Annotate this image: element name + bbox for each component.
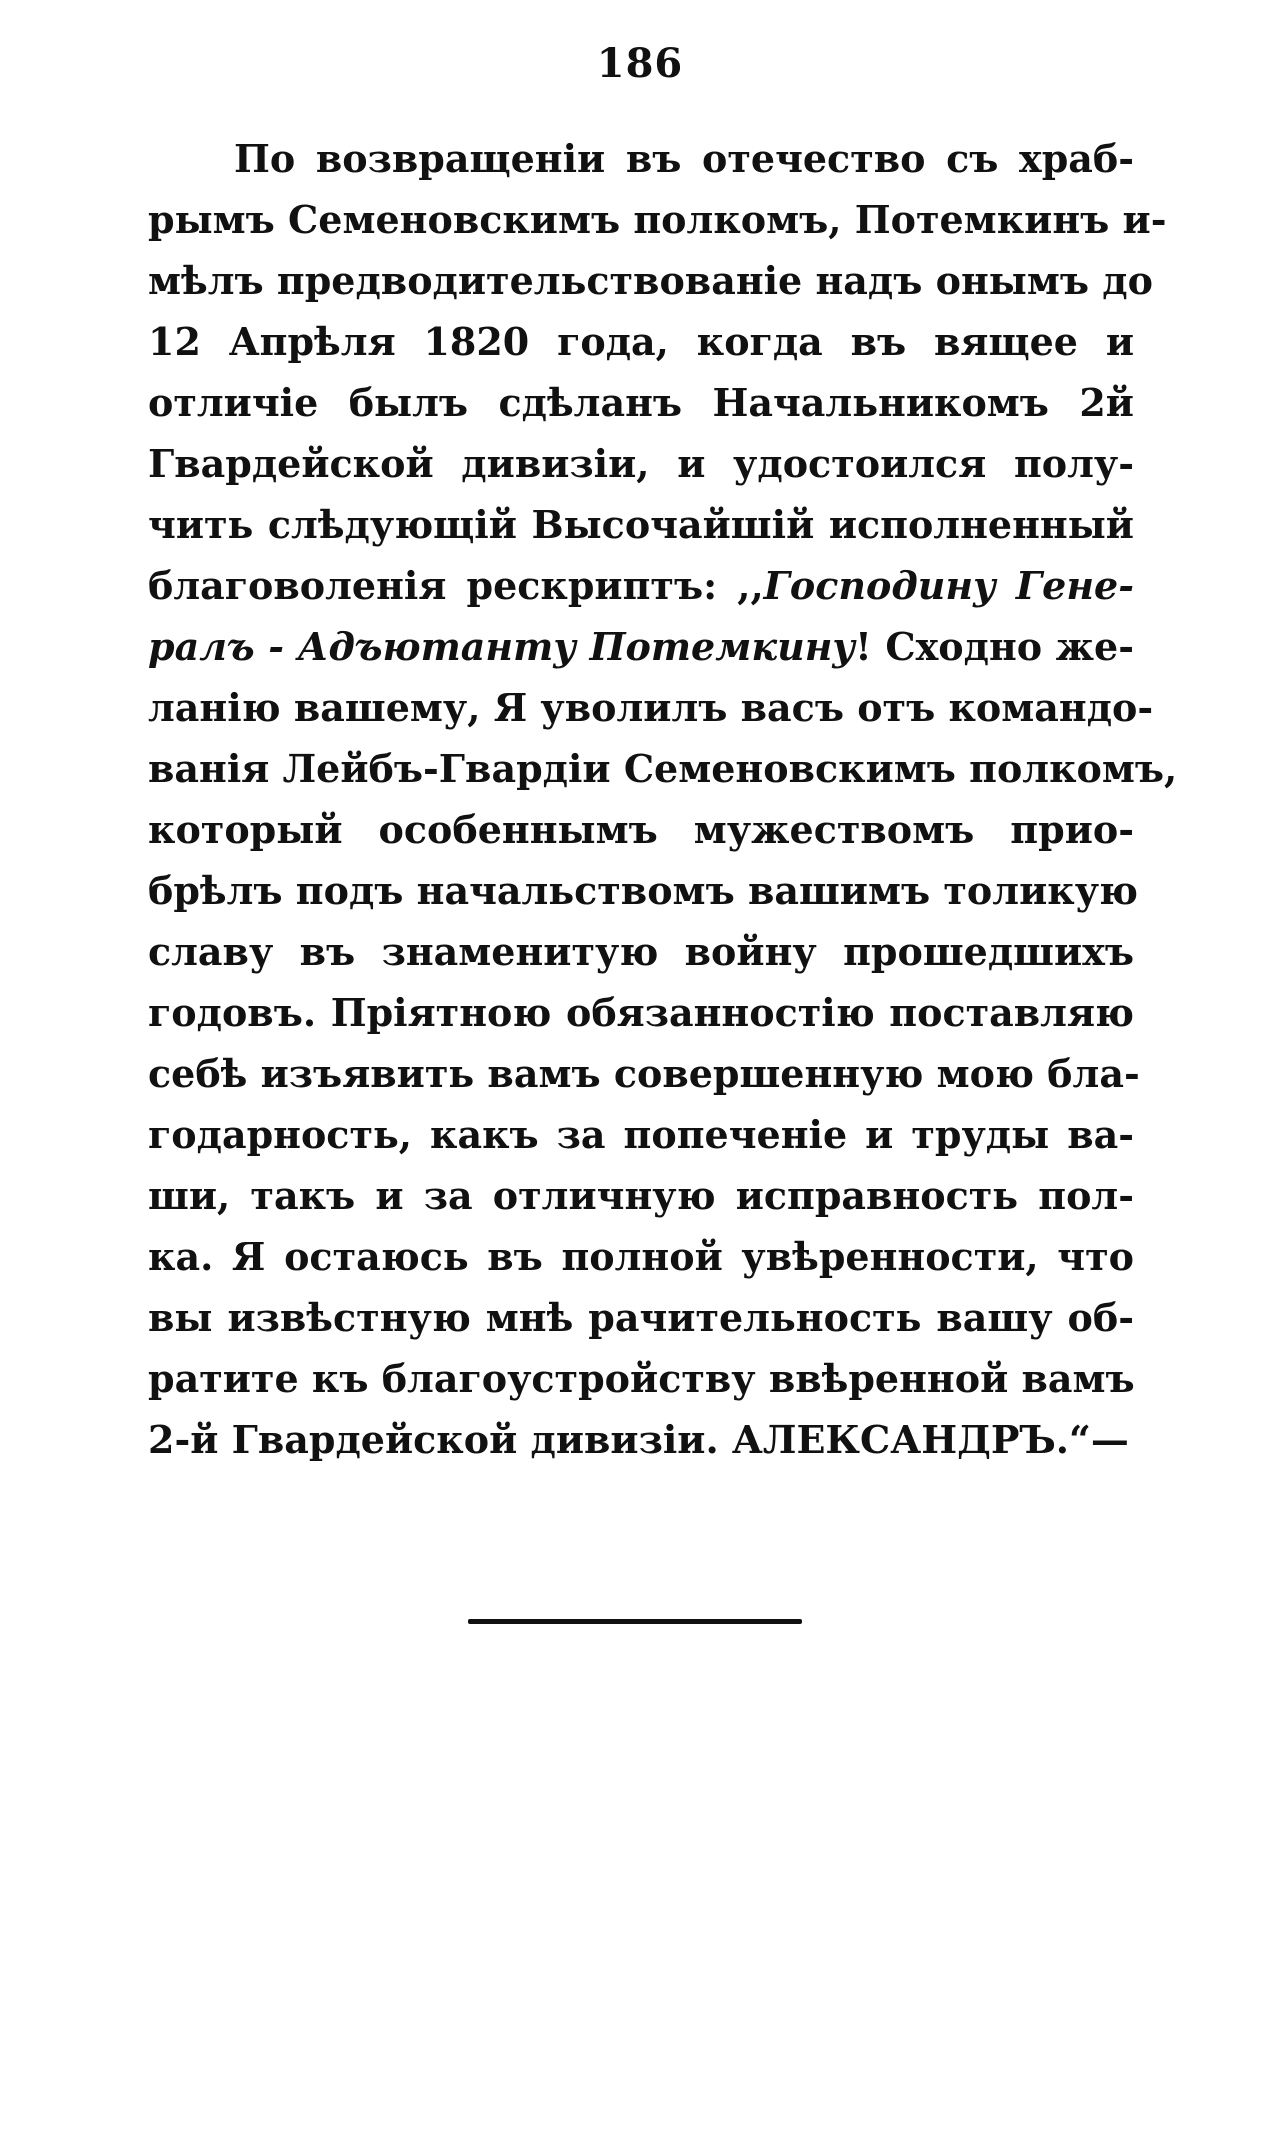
text-line: брѣлъ подъ начальствомъ вашимъ толикую — [148, 868, 1138, 913]
text-line: 2-й Гвардейской дивизіи. АЛЕКСАНДРЪ.“— — [148, 1417, 1129, 1462]
page-number: 186 — [596, 40, 684, 87]
section-divider — [468, 1619, 802, 1624]
text-line: Гвардейской дивизіи, и удостоился полу- — [148, 441, 1134, 486]
text-line: себѣ изъявить вамъ совершенную мою бла- — [148, 1051, 1140, 1096]
text-line: ланію вашему, Я уволилъ васъ отъ командо- — [148, 685, 1154, 730]
text-line: чить слѣдующій Высочайшій исполненный — [148, 502, 1134, 547]
text-line: славу въ знаменитую войну прошедшихъ — [148, 929, 1134, 974]
text-line: ка. Я остаюсь въ полной увѣренности, что — [148, 1234, 1134, 1279]
text-line: благоволенія рескриптъ: ,,Господину Гене- — [148, 563, 1134, 608]
text-line: По возвращеніи въ отечество съ храб- — [234, 136, 1134, 181]
text-line: годарность, какъ за попеченіе и труды ва- — [148, 1112, 1134, 1157]
italic-address: Господину Гене- — [763, 563, 1134, 608]
text-line: вы извѣстную мнѣ рачительность вашу об- — [148, 1295, 1134, 1340]
text-line: отличіе былъ сдѣланъ Начальникомъ 2й — [148, 380, 1134, 425]
text-line: ванія Лейбъ-Гвардіи Семеновскимъ полкомъ, — [148, 746, 1178, 791]
body-text — [148, 128, 1178, 1470]
text-line: годовъ. Пріятною обязанностію поставляю — [148, 990, 1134, 1035]
text-line: 12 Апрѣля 1820 года, когда въ вящее и — [148, 319, 1134, 364]
text-line: мѣлъ предводительствованіе надъ онымъ до — [148, 258, 1153, 303]
text-line: ратите къ благоустройству ввѣренной вамъ — [148, 1356, 1135, 1401]
italic-address: ралъ - Адъютанту Потемкину — [148, 624, 856, 669]
text-line: ралъ - Адъютанту Потемкину! Сходно же- — [148, 624, 1134, 669]
text-line: ши, такъ и за отличную исправность пол- — [148, 1173, 1134, 1218]
text-line: который особеннымъ мужествомъ прио- — [148, 807, 1134, 852]
text-line: рымъ Семеновскимъ полкомъ, Потемкинъ и- — [148, 197, 1167, 242]
